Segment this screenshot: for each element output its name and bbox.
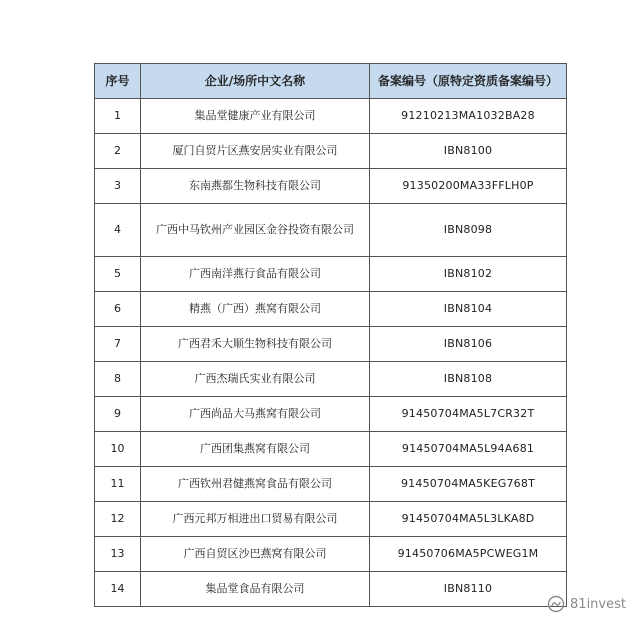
cell-record-number: 91450704MA5L94A681 (370, 432, 567, 467)
cell-record-number: 91450704MA5L3LKA8D (370, 502, 567, 537)
cell-seq: 4 (95, 204, 141, 257)
cell-record-number: 91450704MA5L7CR32T (370, 397, 567, 432)
table-row (95, 292, 567, 327)
cell-record-number: IBN8106 (370, 327, 567, 362)
cell-record-number: 91450706MA5PCWEG1M (370, 537, 567, 572)
cell-company-name: 广西团集燕窝有限公司 (141, 432, 370, 467)
cell-company-name: 广西钦州君健燕窝食品有限公司 (141, 467, 370, 502)
table-row (95, 204, 567, 257)
cell-seq: 1 (95, 99, 141, 134)
cell-company-name: 精燕（广西）燕窝有限公司 (141, 292, 370, 327)
table-header-row (95, 64, 567, 99)
table-row (95, 537, 567, 572)
table-row (95, 467, 567, 502)
cell-record-number: 91210213MA1032BA28 (370, 99, 567, 134)
cell-company-name: 广西君禾大顺生物科技有限公司 (141, 327, 370, 362)
cell-company-name: 广西南洋燕行食品有限公司 (141, 257, 370, 292)
cell-company-name: 东南燕都生物科技有限公司 (141, 169, 370, 204)
table-row (95, 572, 567, 607)
cell-record-number: 91450704MA5KEG768T (370, 467, 567, 502)
table-row (95, 99, 567, 134)
table-row (95, 134, 567, 169)
cell-seq: 13 (95, 537, 141, 572)
header-seq: 序号 (95, 64, 141, 99)
cell-record-number: IBN8102 (370, 257, 567, 292)
cell-record-number: IBN8104 (370, 292, 567, 327)
header-company-name: 企业/场所中文名称 (141, 64, 370, 99)
table-row (95, 397, 567, 432)
table-body (95, 99, 567, 607)
table-row (95, 502, 567, 537)
cell-company-name: 广西自贸区沙巴燕窝有限公司 (141, 537, 370, 572)
header-record-number: 备案编号（原特定资质备案编号） (370, 64, 567, 99)
wechat-channel-icon (547, 595, 565, 613)
cell-record-number: 91350200MA33FFLH0P (370, 169, 567, 204)
watermark-text: 81invest (570, 596, 626, 612)
table-row (95, 257, 567, 292)
cell-record-number: IBN8098 (370, 204, 567, 257)
table-row (95, 327, 567, 362)
cell-record-number: IBN8108 (370, 362, 567, 397)
cell-seq: 9 (95, 397, 141, 432)
cell-record-number: IBN8100 (370, 134, 567, 169)
cell-company-name: 集品堂健康产业有限公司 (141, 99, 370, 134)
cell-seq: 12 (95, 502, 141, 537)
cell-company-name: 广西杰瑞氏实业有限公司 (141, 362, 370, 397)
cell-company-name: 集品堂食品有限公司 (141, 572, 370, 607)
cell-seq: 14 (95, 572, 141, 607)
watermark (547, 595, 626, 613)
cell-company-name: 广西尚品大马燕窝有限公司 (141, 397, 370, 432)
cell-seq: 11 (95, 467, 141, 502)
table-row (95, 362, 567, 397)
registry-table (94, 63, 567, 607)
cell-record-number: IBN8110 (370, 572, 567, 607)
cell-seq: 10 (95, 432, 141, 467)
cell-seq: 7 (95, 327, 141, 362)
table-row (95, 432, 567, 467)
cell-company-name: 广西中马钦州产业园区金谷投资有限公司 (141, 204, 370, 257)
cell-company-name: 厦门自贸片区燕安居实业有限公司 (141, 134, 370, 169)
cell-seq: 8 (95, 362, 141, 397)
cell-seq: 3 (95, 169, 141, 204)
table-row (95, 169, 567, 204)
cell-seq: 6 (95, 292, 141, 327)
cell-company-name: 广西元邦万相进出口贸易有限公司 (141, 502, 370, 537)
cell-seq: 2 (95, 134, 141, 169)
cell-seq: 5 (95, 257, 141, 292)
